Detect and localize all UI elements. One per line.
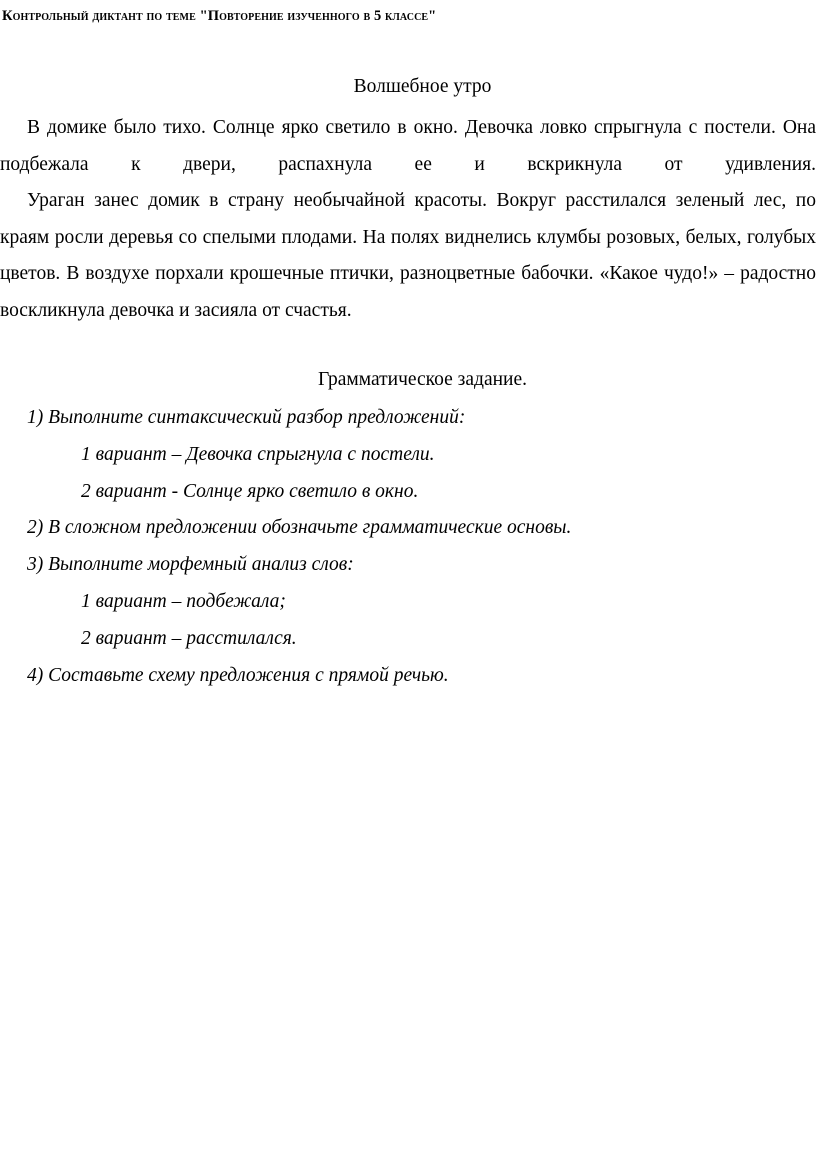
document-title: Контрольный диктант по теме "Повторение изученного в 5 классе" [2,8,437,24]
task-item: 3) Выполните морфемный анализ слов: [27,554,354,576]
dictation-paragraph: Ураган занес домик в страну необычайной красоты. Вокруг расстилался зеленый лес, по краям росли деревья со спелыми плодами. На полях виднелись клумбы розовых, белых, голубых цветов. В воздухе порхали крошечные птички, разноцветные бабочки. «Какое чудо!» – радостно воскликнула девочка и засияла от счастья. [0,190,816,321]
task-item: 2) В сложном предложении обозначьте грамматические основы. [27,517,572,539]
dictation-text [0,110,816,329]
task-variant: 2 вариант – расстилался. [81,627,297,649]
task-item: 4) Составьте схему предложения с прямой речью. [27,664,449,686]
grammar-task-list [0,400,816,694]
task-variant: 2 вариант - Солнце ярко светило в окно. [81,480,419,502]
dictation-title: Волшебное утро [353,76,492,97]
task-variant: 1 вариант – Девочка спрыгнула с постели. [81,443,435,465]
task-item: 1) Выполните синтаксический разбор предложений: [27,407,466,428]
grammar-task-title: Грамматическое задание. [317,369,528,390]
dictation-paragraph: В домике было тихо. Солнце ярко светило в окно. Девочка ловко спрыгнула с постели. Она подбежала к двери, распахнула ее и вскрикнула от удивления. [0,117,816,175]
task-variant: 1 вариант – подбежала; [81,590,286,612]
